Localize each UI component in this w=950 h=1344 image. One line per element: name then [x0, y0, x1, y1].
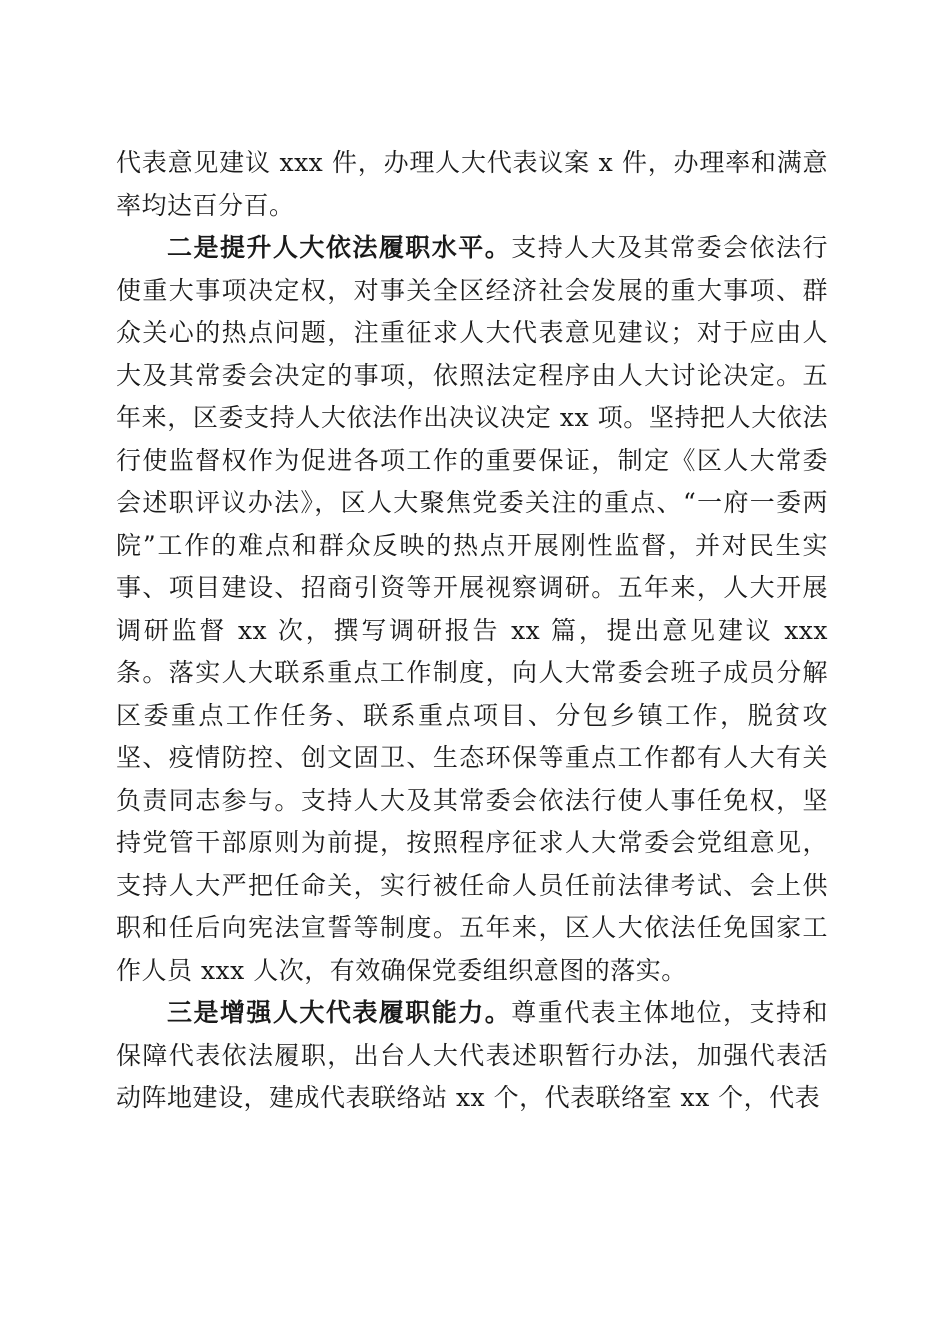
paragraph-npc-performance: [116, 227, 828, 992]
document-body: [116, 142, 828, 1120]
paragraph-deputy-capability: [116, 992, 828, 1120]
paragraph-body: 代表意见建议 xxx 件，办理人大代表议案 x 件，办理率和满意率均达百分百。: [116, 148, 828, 220]
paragraph-body: 尊重代表主体地位，支持和保障代表依法履职，出台人大代表述职暂行办法，加强代表活动阵地建设，建成代表联络站 xx 个，代表联络室 xx 个，代表: [116, 998, 828, 1112]
paragraph-continuation: [116, 142, 828, 227]
paragraph-lead-heading: 三是增强人大代表履职能力。: [167, 998, 512, 1027]
paragraph-body: 支持人大及其常委会依法行使重大事项决定权，对事关全区经济社会发展的重大事项、群众关心的热点问题，注重征求人大代表意见建议；对于应由人大及其常委会决定的事项，依照法定程序由人大讨论决定。五年来，区委支持人大依法作出决议决定 xx 项。坚持把人大依法行使监督权作为促进各项工作的重要保证，制定《区人大常委会述职评议办法》，区人大聚焦党委关注的重点、“一府一委两院”工作的难点和群众反映的热点开展刚性监督，并对民生实事、项目建设、招商引资等开展视察调研。五年来，人大开展调研监督 xx 次，撰写调研报告 xx 篇，提出意见建议 xxx 条。落实人大联系重点工作制度，向人大常委会班子成员分解区委重点工作任务、联系重点项目、分包乡镇工作，脱贫攻坚、疫情防控、创文固卫、生态环保等重点工作都有人大有关负责同志参与。支持人大及其常委会依法行使人事任免权，坚持党管干部原则为前提，按照程序征求人大常委会党组意见，支持人大严把任命关，实行被任命人员任前法律考试、会上供职和任后向宪法宣誓等制度。五年来，区人大依法任免国家工作人员 xxx 人次，有效确保党委组织意图的落实。: [116, 233, 828, 985]
paragraph-lead-heading: 二是提升人大依法履职水平。: [167, 233, 512, 262]
